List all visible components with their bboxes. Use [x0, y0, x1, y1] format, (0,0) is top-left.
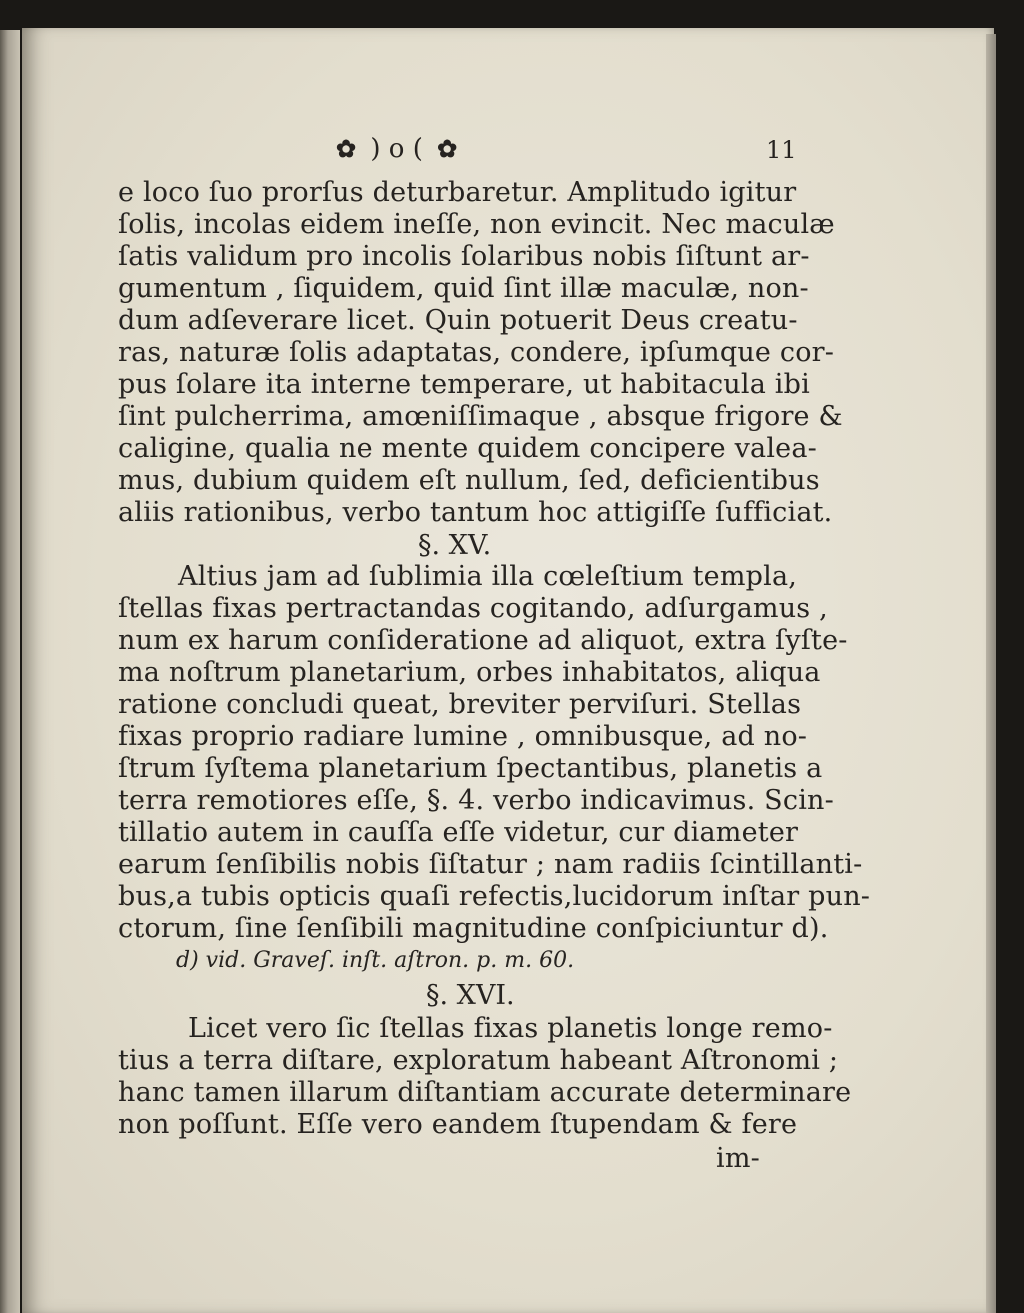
text-line: ſolis, incolas eidem ineſſe, non evincit. Nec maculæ: [118, 209, 835, 240]
header-center: ) o (: [370, 134, 423, 164]
text-line: earum ſenſibilis nobis ſiſtatur ; nam radiis ſcintillanti-: [118, 849, 863, 880]
text-line: ratione concludi queat, breviter perviſuri. Stellas: [118, 689, 802, 720]
text-line: dum adſeverare licet. Quin potuerit Deus creatu-: [118, 305, 798, 336]
text-line: fixas proprio radiare lumine , omnibusque, ad no-: [118, 721, 808, 752]
text-line: non poſſunt. Eſſe vero eandem ſtupendam & fere: [118, 1109, 798, 1140]
text-line: ma noſtrum planetarium, orbes inhabitatos, aliqua: [118, 657, 821, 688]
left-ornament-icon: ✿: [336, 134, 357, 163]
text-line: ſtrum ſyſtema planetarium ſpectantibus, planetis a: [118, 753, 823, 784]
text-line: tius a terra diſtare, exploratum habeant Aſtronomi ;: [118, 1045, 839, 1076]
footnote: d) vid. Graveſ. inſt. aſtron. p. m. 60.: [176, 948, 575, 973]
text-line: Altius jam ad ſublimia illa cœleſtium templa,: [178, 561, 798, 592]
text-line: ctorum, ſine ſenſibili magnitudine conſpiciuntur d).: [118, 913, 829, 944]
page-fore-edge: [986, 34, 996, 1313]
book-page: [22, 28, 994, 1313]
right-ornament-icon: ✿: [437, 134, 458, 163]
text-line: ſint pulcherrima, amœniſſimaque , absque frigore &: [118, 401, 843, 432]
text-line: aliis rationibus, verbo tantum hoc attigiſſe ſufficiat.: [118, 497, 833, 528]
text-line: ſtellas fixas pertractandas cogitando, adſurgamus ,: [118, 593, 828, 624]
text-line: num ex harum conſideratione ad aliquot, extra ſyſte-: [118, 625, 848, 656]
section-heading-xv: §. XV.: [418, 530, 492, 561]
text-line: ras, naturæ ſolis adaptatas, condere, ipſumque cor-: [118, 337, 835, 368]
text-line: hanc tamen illarum diſtantiam accurate determinare: [118, 1077, 852, 1108]
section-heading-xvi: §. XVI.: [426, 980, 515, 1011]
page-text-block: [22, 28, 994, 1313]
catchword: im-: [716, 1143, 760, 1174]
text-line: ſatis validum pro incolis ſolaribus nobis ſiſtunt ar-: [118, 241, 810, 272]
text-line: caligine, qualia ne mente quidem concipere valea-: [118, 433, 817, 464]
page-number: 11: [766, 136, 797, 164]
running-header: [336, 134, 457, 164]
text-line: Licet vero ſic ſtellas fixas planetis longe remo-: [188, 1013, 833, 1044]
text-line: terra remotiores eſſe, §. 4. verbo indicavimus. Scin-: [118, 785, 834, 816]
text-line: mus, dubium quidem eſt nullum, ſed, deficientibus: [118, 465, 820, 496]
text-line: pus ſolare ita interne temperare, ut habitacula ibi: [118, 369, 810, 400]
text-line: tillatio autem in cauſſa eſſe videtur, cur diameter: [118, 817, 799, 848]
text-line: e loco ſuo prorſus deturbaretur. Amplitudo igitur: [118, 177, 797, 208]
text-line: gumentum , ſiquidem, quid ſint illæ maculæ, non-: [118, 273, 809, 304]
facing-page-edge: [0, 30, 20, 1313]
text-line: bus,a tubis opticis quaſi refectis,lucidorum inſtar pun-: [118, 881, 871, 912]
